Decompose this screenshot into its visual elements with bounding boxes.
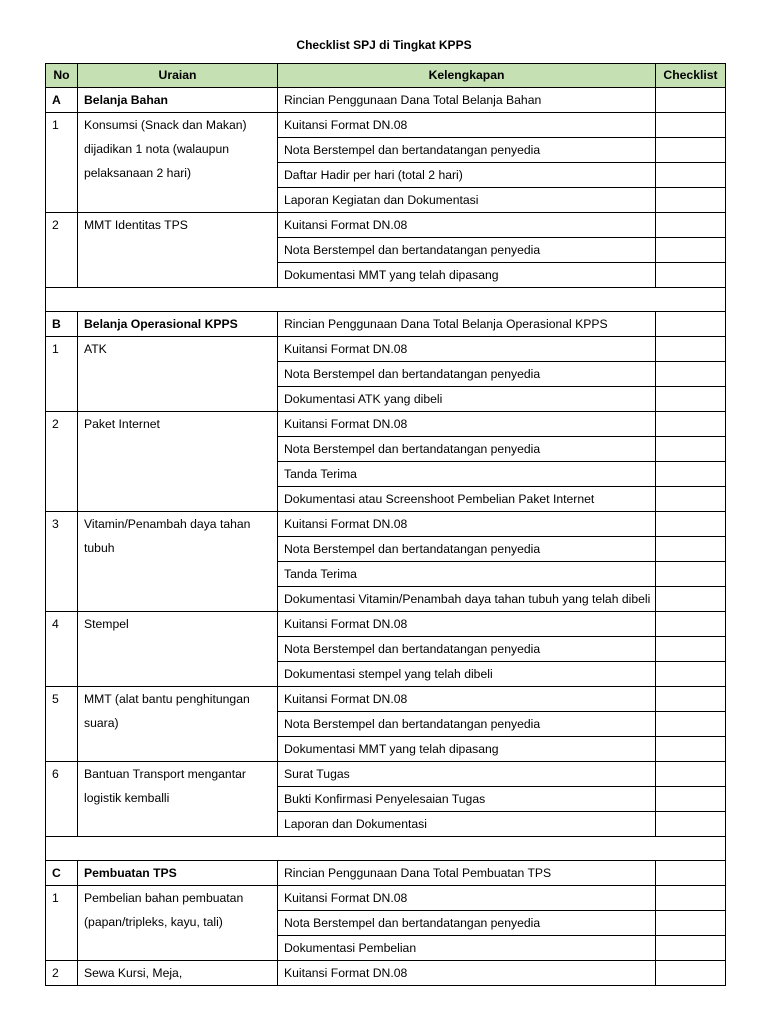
section-title: Pembuatan TPS (78, 861, 278, 886)
checklist-cell[interactable] (656, 88, 726, 113)
table-row (46, 337, 726, 362)
kelengkapan-cell: Kuitansi Format DN.08 (278, 961, 656, 986)
checklist-cell[interactable] (656, 762, 726, 787)
section-title: Belanja Bahan (78, 88, 278, 113)
kelengkapan-cell: Nota Berstempel dan bertandatangan penyedia (278, 437, 656, 462)
item-uraian: Pembelian bahan pembuatan (papan/tripleks, kayu, tali) (78, 886, 278, 961)
item-uraian: MMT (alat bantu penghitungan suara) (78, 687, 278, 762)
kelengkapan-cell: Tanda Terima (278, 462, 656, 487)
kelengkapan-cell: Kuitansi Format DN.08 (278, 113, 656, 138)
section-row (46, 312, 726, 337)
checklist-cell[interactable] (656, 637, 726, 662)
checklist-cell[interactable] (656, 936, 726, 961)
section-kelengkapan: Rincian Penggunaan Dana Total Belanja Bahan (278, 88, 656, 113)
page-title: Checklist SPJ di Tingkat KPPS (296, 38, 472, 52)
table-row (46, 886, 726, 911)
checklist-cell[interactable] (656, 188, 726, 213)
section-kelengkapan: Rincian Penggunaan Dana Total Belanja Operasional KPPS (278, 312, 656, 337)
checklist-cell[interactable] (656, 911, 726, 936)
checklist-cell[interactable] (656, 263, 726, 288)
kelengkapan-cell: Kuitansi Format DN.08 (278, 886, 656, 911)
checklist-cell[interactable] (656, 362, 726, 387)
checklist-cell[interactable] (656, 812, 726, 837)
checklist-cell[interactable] (656, 138, 726, 163)
kelengkapan-cell: Nota Berstempel dan bertandatangan penyedia (278, 911, 656, 936)
table-row (46, 612, 726, 637)
spacer-row (46, 288, 726, 312)
kelengkapan-cell: Laporan dan Dokumentasi (278, 812, 656, 837)
checklist-cell[interactable] (656, 712, 726, 737)
item-no: 2 (46, 961, 78, 986)
table-row (46, 213, 726, 238)
table-header-row (46, 64, 726, 88)
checklist-cell[interactable] (656, 163, 726, 188)
checklist-cell[interactable] (656, 113, 726, 138)
kelengkapan-cell: Daftar Hadir per hari (total 2 hari) (278, 163, 656, 188)
checklist-cell[interactable] (656, 662, 726, 687)
kelengkapan-cell: Nota Berstempel dan bertandatangan penyedia (278, 238, 656, 263)
checklist-cell[interactable] (656, 462, 726, 487)
item-uraian: Sewa Kursi, Meja, (78, 961, 278, 986)
item-uraian: Stempel (78, 612, 278, 687)
item-uraian: MMT Identitas TPS (78, 213, 278, 288)
kelengkapan-cell: Dokumentasi stempel yang telah dibeli (278, 662, 656, 687)
checklist-cell[interactable] (656, 587, 726, 612)
checklist-cell[interactable] (656, 787, 726, 812)
item-no: 4 (46, 612, 78, 687)
checklist-cell[interactable] (656, 312, 726, 337)
checklist-cell[interactable] (656, 562, 726, 587)
item-uraian: Konsumsi (Snack dan Makan) dijadikan 1 nota (walaupun pelaksanaan 2 hari) (78, 113, 278, 213)
table-row (46, 412, 726, 437)
kelengkapan-cell: Nota Berstempel dan bertandatangan penyedia (278, 637, 656, 662)
section-kelengkapan: Rincian Penggunaan Dana Total Pembuatan TPS (278, 861, 656, 886)
section-no: C (46, 861, 78, 886)
spacer-cell (46, 288, 726, 312)
checklist-cell[interactable] (656, 387, 726, 412)
kelengkapan-cell: Kuitansi Format DN.08 (278, 512, 656, 537)
kelengkapan-cell: Kuitansi Format DN.08 (278, 213, 656, 238)
checklist-cell[interactable] (656, 861, 726, 886)
item-no: 1 (46, 886, 78, 961)
table-row (46, 512, 726, 537)
item-uraian: Bantuan Transport mengantar logistik kemballi (78, 762, 278, 837)
kelengkapan-cell: Bukti Konfirmasi Penyelesaian Tugas (278, 787, 656, 812)
item-no: 1 (46, 113, 78, 213)
checklist-cell[interactable] (656, 512, 726, 537)
table-row (46, 113, 726, 138)
item-no: 1 (46, 337, 78, 412)
kelengkapan-cell: Dokumentasi MMT yang telah dipasang (278, 737, 656, 762)
item-no: 2 (46, 213, 78, 288)
kelengkapan-cell: Dokumentasi Vitamin/Penambah daya tahan tubuh yang telah dibeli (278, 587, 656, 612)
header-uraian: Uraian (78, 64, 278, 88)
spacer-cell (46, 837, 726, 861)
checklist-cell[interactable] (656, 612, 726, 637)
kelengkapan-cell: Nota Berstempel dan bertandatangan penyedia (278, 362, 656, 387)
checklist-cell[interactable] (656, 238, 726, 263)
kelengkapan-cell: Nota Berstempel dan bertandatangan penyedia (278, 712, 656, 737)
kelengkapan-cell: Nota Berstempel dan bertandatangan penyedia (278, 138, 656, 163)
kelengkapan-cell: Dokumentasi atau Screenshoot Pembelian Paket Internet (278, 487, 656, 512)
checklist-cell[interactable] (656, 412, 726, 437)
checklist-table (45, 63, 726, 986)
item-no: 3 (46, 512, 78, 612)
checklist-cell[interactable] (656, 337, 726, 362)
kelengkapan-cell: Dokumentasi MMT yang telah dipasang (278, 263, 656, 288)
item-uraian: Vitamin/Penambah daya tahan tubuh (78, 512, 278, 612)
checklist-cell[interactable] (656, 537, 726, 562)
item-no: 2 (46, 412, 78, 512)
section-no: B (46, 312, 78, 337)
header-no: No (46, 64, 78, 88)
table-row (46, 687, 726, 712)
table-row (46, 762, 726, 787)
item-uraian: ATK (78, 337, 278, 412)
checklist-cell[interactable] (656, 886, 726, 911)
kelengkapan-cell: Kuitansi Format DN.08 (278, 612, 656, 637)
item-uraian: Paket Internet (78, 412, 278, 512)
kelengkapan-cell: Nota Berstempel dan bertandatangan penyedia (278, 537, 656, 562)
kelengkapan-cell: Surat Tugas (278, 762, 656, 787)
kelengkapan-cell: Kuitansi Format DN.08 (278, 687, 656, 712)
kelengkapan-cell: Kuitansi Format DN.08 (278, 337, 656, 362)
checklist-cell[interactable] (656, 737, 726, 762)
checklist-cell[interactable] (656, 961, 726, 986)
item-no: 5 (46, 687, 78, 762)
header-checklist: Checklist (656, 64, 726, 88)
section-no: A (46, 88, 78, 113)
checklist-cell[interactable] (656, 213, 726, 238)
kelengkapan-cell: Laporan Kegiatan dan Dokumentasi (278, 188, 656, 213)
header-kelengkapan: Kelengkapan (278, 64, 656, 88)
item-no: 6 (46, 762, 78, 837)
table-row (46, 961, 726, 986)
spacer-row (46, 837, 726, 861)
section-row (46, 88, 726, 113)
kelengkapan-cell: Kuitansi Format DN.08 (278, 412, 656, 437)
section-title: Belanja Operasional KPPS (78, 312, 278, 337)
kelengkapan-cell: Tanda Terima (278, 562, 656, 587)
kelengkapan-cell: Dokumentasi Pembelian (278, 936, 656, 961)
checklist-cell[interactable] (656, 487, 726, 512)
section-row (46, 861, 726, 886)
kelengkapan-cell: Dokumentasi ATK yang dibeli (278, 387, 656, 412)
checklist-cell[interactable] (656, 437, 726, 462)
checklist-cell[interactable] (656, 687, 726, 712)
